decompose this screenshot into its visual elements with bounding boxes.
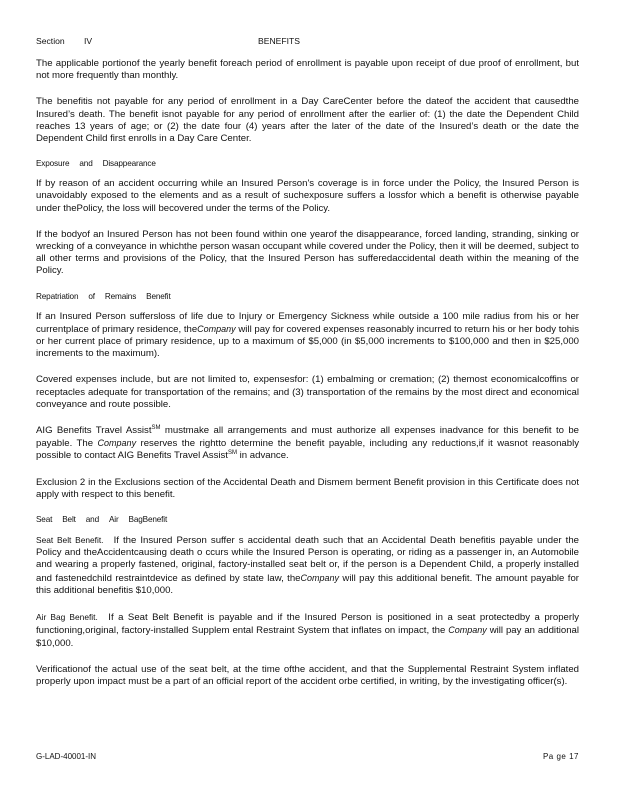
section-number: IV	[84, 36, 93, 46]
paragraph: If the bodyof an Insured Person has not been found within one yearof the disappearance, forced landing, stranding, sinking or wrecking of a conveyance in whichthe person wasan occupant while covered under the Policy, then it will be deemed, subject to all other terms and provisions of the Policy, that the Insured Person has sufferedaccidental death within the meaning of the Policy.	[36, 228, 579, 277]
seatbelt-heading: Seat Belt and Air BagBenefit	[36, 515, 168, 525]
paragraph: Seat Belt Benefit. If the Insured Person suffer s accidental death such that an Accidental Death benefitis payable under the Policy and theAccidentcausing death o ccurs while the Insured Person is operating, or riding as a passenger in, an Automobile and wearing a properly fastened, original, factory-installed seat belt or, if the person is a Dependent Child, a properly installed and fastenedchild restraintdevice as defined by state law, theCompany will pay this additional benefit. The amount payable for this additional benefitis $10,000.	[36, 535, 579, 596]
paragraph: Verificationof the actual use of the seat belt, at the time ofthe accident, and that the Supplemental Restraint System inflated properly upon impact must be a part of an official report of the accident orbe certified, in writing, by the investigating officer(s).	[36, 663, 579, 687]
paragraph: Exclusion 2 in the Exclusions section of the Accidental Death and Dismem berment Benefit provision in this Certificate does not apply with respect to this benefit.	[36, 476, 579, 500]
repatriation-heading: Repatriation of Remains Benefit	[36, 291, 171, 301]
document-body	[36, 58, 579, 702]
exposure-heading: Exposure and Disappearance	[36, 159, 156, 169]
section-header	[36, 36, 586, 50]
page-number: Pa ge 17	[542, 752, 579, 761]
paragraph: The benefitis not payable for any period of enrollment in a Day CareCenter before the dateof the accident that causedthe Insured’s death. The benefit isnot payable for any period of enrollment after the earlier of: (1) the date the Dependent Child reaches 13 years of age; or (2) the date four (4) years after the later of the date of the Insured’s death or the date the Dependent Child first enrolls in a Day Care Center.	[36, 96, 579, 145]
paragraph: The applicable portionof the yearly benefit foreach period of enrollment is payable upon receipt of due proof of enrollment, but not more frequently than monthly.	[36, 58, 579, 82]
paragraph: Air Bag Benefit. If a Seat Belt Benefit is payable and if the Insured Person is positioned in a seat protectedby a properly functioning,original, factory-installed Supplem ental Restraint System that inflates on impact, the Company will pay an additional $10,000.	[36, 612, 580, 649]
paragraph: If by reason of an accident occurring while an Insured Person's coverage is in force under the Policy, the Insured Person is unavoidably exposed to the elements and as a result of suchexposure suffers a lossfor which a benefit is otherwise payable under thePolicy, the loss will becovered under the terms of the Policy.	[36, 178, 579, 214]
section-label: Section	[36, 36, 65, 46]
paragraph: If an Insured Person suffersloss of life due to Injury or Emergency Sickness while outside a 100 mile radius from his or her currentplace of primary residence, theCompany will pay for covered expenses reasonably incurred to return his or her body tohis or her current place of primary residence, up to a maximum of $5,000 (in $5,000 increments to $100,000 and then in $25,000 increments to the maximum).	[36, 310, 579, 360]
section-title: BENEFITS	[258, 36, 301, 46]
paragraph: Covered expenses include, but are not limited to, expensesfor: (1) embalming or cremation; (2) themost economicalcoffins or receptacles adequate for transportation of the remains; and (3) transportation of the remains by the most direct and economical conveyance and route possible.	[36, 374, 579, 410]
form-number: G-LAD-40001-IN	[36, 752, 97, 761]
paragraph: AIG Benefits Travel Assist℠ mustmake all arrangements and must authorize all expenses inadvance for this benefit to be payable. The Company reserves the rightto determine the benefit payable, including any reductions,if it wasnot reasonably possible to contact AIG Benefits Travel Assist℠ in advance.	[36, 425, 580, 462]
